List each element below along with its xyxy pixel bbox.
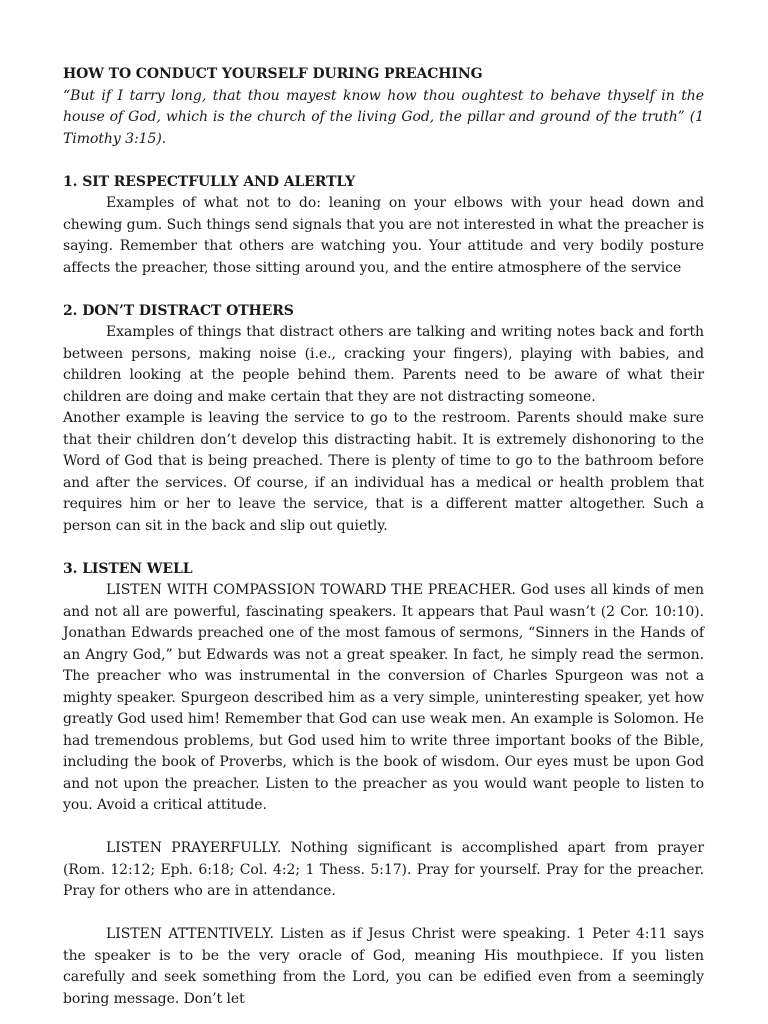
body-paragraph: LISTEN ATTENTIVELY. Listen as if Jesus Christ were speaking. 1 Peter 4:11 says the speaker is to be the very oracle of God, meaning His mouthpiece. If you listen carefully and seek something from the Lord, you can be edified even from a seemingly boring message. Don’t let	[63, 926, 704, 1007]
section-sit-respectfully	[63, 172, 704, 280]
spacer	[63, 903, 704, 925]
document-page	[63, 64, 704, 1010]
body-paragraph: Examples of what not to do: leaning on your elbows with your head down and chewing gum. Such things send signals that you are not interested in what the preacher is saying. Remember that others are watching you. Your attitude and very bodily posture affects the preacher, those sitting around you, and the entire atmosphere of the service	[63, 195, 704, 276]
section-dont-distract	[63, 301, 704, 538]
spacer	[63, 150, 704, 172]
body-paragraph: LISTEN PRAYERFULLY. Nothing significant is accomplished apart from prayer (Rom. 12:12; Eph. 6:18; Col. 4:2; 1 Thess. 5:17). Pray for yourself. Pray for the preacher. Pray for others who are in attendance.	[63, 840, 704, 899]
body-paragraph: Another example is leaving the service to go to the restroom. Parents should make sure that their children don’t develop this distracting habit. It is extremely dishonoring to the Word of God that is being preached. There is plenty of time to go to the bathroom before and after the services. Of course, if an individual has a medical or health problem that requires him or her to leave the service, that is a different matter altogether. Such a person can sit in the back and slip out quietly.	[63, 410, 704, 534]
spacer	[63, 279, 704, 301]
section-listen-well	[63, 559, 704, 1011]
section-heading: 1. SIT RESPECTFULLY AND ALERTLY	[63, 173, 356, 190]
spacer	[63, 537, 704, 559]
document-title: HOW TO CONDUCT YOURSELF DURING PREACHING	[63, 66, 483, 82]
scripture-epigraph: “But if I tarry long, that thou mayest know how thou oughtest to behave thyself in the house of God, which is the church of the living God, the pillar and ground of the truth” (1 Timothy 3:15).	[63, 87, 704, 147]
section-heading: 2. DON’T DISTRACT OTHERS	[63, 302, 294, 319]
spacer	[63, 817, 704, 839]
section-heading: 3. LISTEN WELL	[63, 560, 193, 577]
body-paragraph: Examples of things that distract others are talking and writing notes back and forth between persons, making noise (i.e., cracking your fingers), playing with babies, and children looking at the people behind them. Parents need to be aware of what their children are doing and make certain that they are not distracting someone.	[63, 324, 704, 405]
body-paragraph: LISTEN WITH COMPASSION TOWARD THE PREACHER. God uses all kinds of men and not all are powerful, fascinating speakers. It appears that Paul wasn’t (2 Cor. 10:10). Jonathan Edwards preached one of the most famous of sermons, “Sinners in the Hands of an Angry God,” but Edwards was not a great speaker. In fact, he simply read the sermon. The preacher who was instrumental in the conversion of Charles Spurgeon was not a mighty speaker. Spurgeon described him as a very simple, uninteresting speaker, yet how greatly God used him! Remember that God can use weak men. An example is Solomon. He had tremendous problems, but God used him to write three important books of the Bible, including the book of Proverbs, which is the book of wisdom. Our eyes must be upon God and not upon the preacher. Listen to the preacher as you would want people to listen to you. Avoid a critical attitude.	[63, 582, 704, 813]
